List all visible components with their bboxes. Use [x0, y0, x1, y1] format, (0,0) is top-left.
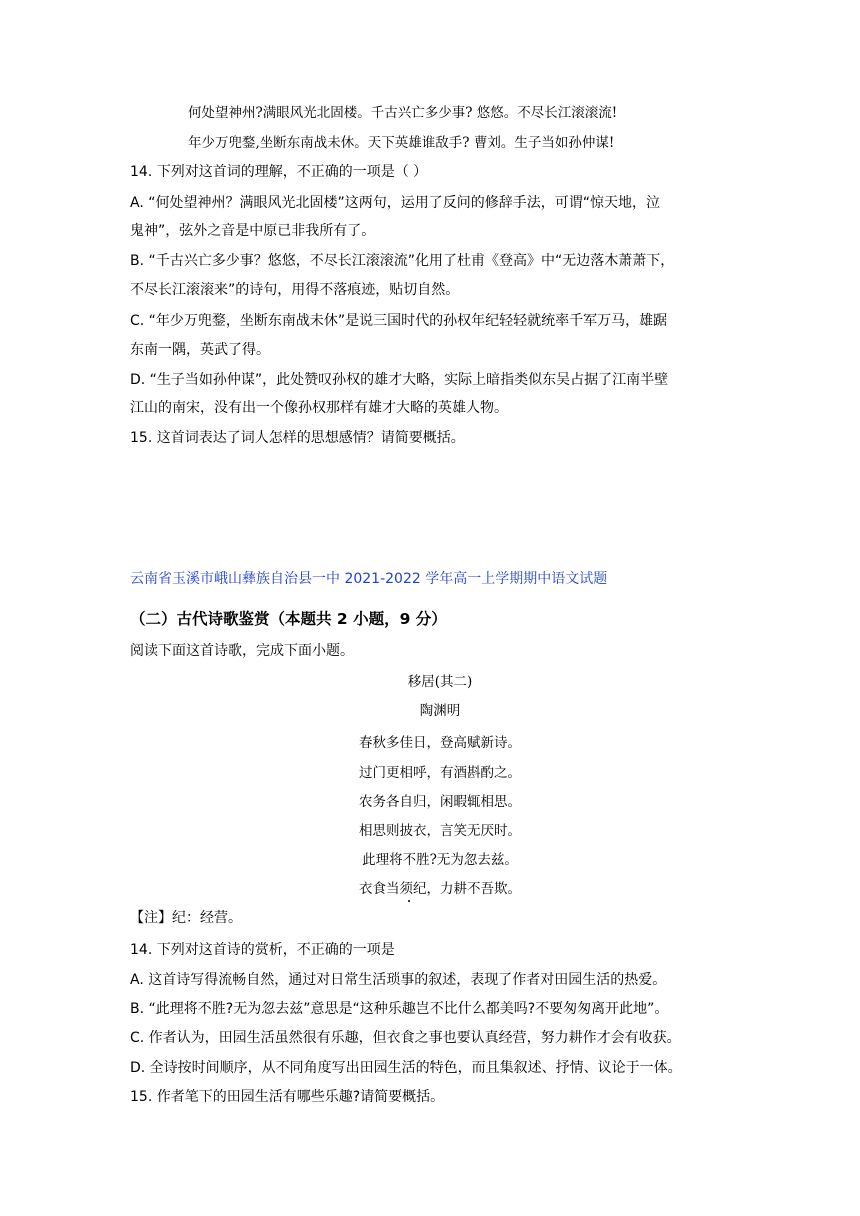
- option-a-b: A. 这首诗写得流畅自然，通过对日常生活琐事的叙述，表现了作者对田园生活的热爱。: [130, 972, 667, 988]
- question-15-stem: 15. 这首词表达了词人怎样的思想感情？请简要概括。: [130, 430, 465, 446]
- reading-instruction: 阅读下面这首诗歌，完成下面小题。: [130, 643, 354, 659]
- option-b-line-1: B. “千古兴亡多少事？悠悠，不尽长江滚滚流”化用了杜甫《登高》中“无边落木萧萧下，: [130, 253, 675, 269]
- poem-title: 移居(其二): [407, 674, 473, 690]
- poem-line: 过门更相呼，有酒斟酌之。: [359, 765, 521, 781]
- poem-line: 相思则披衣，言笑无厌时。: [359, 823, 521, 839]
- option-b-line-2: 不尽长江滚滚来”的诗句，用得不落痕迹，贴切自然。: [130, 282, 460, 298]
- poem-line: 农务各自归，闲暇辄相思。: [359, 794, 521, 810]
- emphasis-dot: [408, 900, 410, 902]
- section-heading: （二）古代诗歌鉴赏（本题共 2 小题，9 分）: [130, 610, 447, 628]
- question-14-stem: 14. 下列对这首词的理解，不正确的一项是（ ）: [130, 164, 428, 180]
- poem-line: 此理将不胜?无为忽去兹。: [362, 852, 518, 868]
- option-a-line-1: A. “何处望神州？满眼风光北固楼”这两句，运用了反问的修辞手法，可谓“惊天地，泣: [130, 195, 660, 211]
- option-a-line-2: 鬼神”，弦外之音是中原已非我所有了。: [130, 223, 376, 239]
- poem1-line-2: 年少万兜鍪,坐断东南战未休。天下英雄谁敌手? 曹刘。生子当如孙仲谋!: [188, 135, 615, 151]
- poem1-line-1: 何处望神州?满眼风光北固楼。千古兴亡多少事? 悠悠。不尽长江滚滚流!: [188, 105, 618, 121]
- annotation-note: 【注】纪：经营。: [130, 910, 242, 926]
- option-c-b: C. 作者认为，田园生活虽然很有乐趣，但衣食之事也要认真经营，努力耕作才会有收获。: [130, 1030, 681, 1046]
- option-d-line-2: 江山的南宋，没有出一个像孙权那样有雄才大略的英雄人物。: [130, 400, 508, 416]
- option-d-b: D. 全诗按时间顺序，从不同角度写出田园生活的特色，而且集叙述、抒情、议论于一体。: [130, 1060, 682, 1076]
- poem-line: 衣食当须纪，力耕不吾欺。: [359, 881, 521, 897]
- option-c-line-1: C. “年少万兜鍪，坐断东南战未休”是说三国时代的孙权年纪轻轻就统率千军万马，雄踞: [130, 313, 668, 329]
- question-14-stem-b: 14. 下列对这首诗的赏析，不正确的一项是: [130, 942, 395, 958]
- poem-line: 春秋多佳日，登高赋新诗。: [359, 735, 521, 751]
- source-link[interactable]: 云南省玉溪市峨山彝族自治县一中 2021-2022 学年高一上学期期中语文试题: [130, 571, 608, 587]
- option-c-line-2: 东南一隅，英武了得。: [130, 342, 270, 358]
- option-b-b: B. “此理将不胜?无为忽去兹”意思是“这种乐趣岂不比什么都美吗?不要匆匆离开此地”。: [130, 1001, 669, 1017]
- question-15-stem-b: 15. 作者笔下的田园生活有哪些乐趣?请简要概括。: [130, 1089, 445, 1105]
- poem-author: 陶渊明: [419, 703, 461, 719]
- option-d-line-1: D. “生子当如孙仲谋”，此处赞叹孙权的雄才大略，实际上暗指类似东吴占据了江南半壁: [130, 372, 669, 388]
